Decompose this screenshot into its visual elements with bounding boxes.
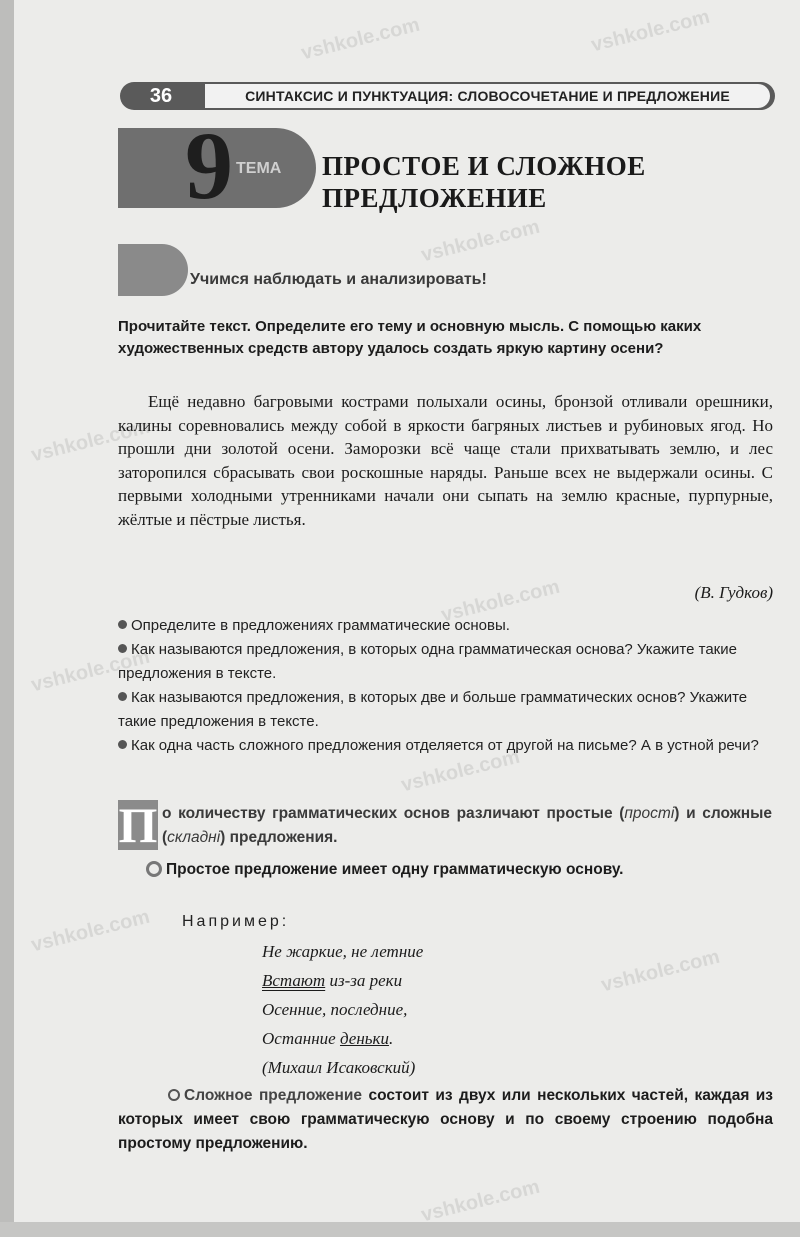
question-item: Как называются предложения, в которых одна грамматическая основа? Укажите такие предложения в тексте. (118, 641, 737, 682)
topic-title-line1: ПРОСТОЕ И СЛОЖНОЕ (322, 151, 646, 181)
complex-sentence-definition: Сложное предложение состоит из двух или нескольких частей, каждая из которых имеет свою грамматическую основу и по своему строению подобна простому предложению. (118, 1087, 773, 1152)
topic-title-line2: ПРЕДЛОЖЕНИЕ (322, 183, 547, 213)
task-instruction: Прочитайте текст. Определите его тему и основную мысль. С помощью каких художественных средств автору удалось создать яркую картину осени? (118, 318, 702, 357)
watermark: vshkole.com (589, 5, 712, 57)
text-passage (118, 390, 773, 580)
passage-author: (В. Гудков) (694, 583, 773, 602)
rule-block (118, 797, 778, 853)
poem-line: Не жаркие, не летние (262, 942, 424, 961)
poem-line: Останние деньки. (262, 1029, 394, 1048)
theme-label: ТЕМА (236, 160, 282, 177)
example-label: Например: (182, 913, 290, 930)
circle-marker-icon (146, 861, 162, 877)
bullet-icon (118, 620, 127, 629)
bullet-icon (118, 692, 127, 701)
example-poem (262, 937, 582, 1087)
watermark: vshkole.com (419, 215, 542, 267)
topic-title (322, 150, 722, 214)
question-item: Как называются предложения, в которых две и больше грамматических основ? Укажите такие предложения в тексте. (118, 689, 748, 730)
text-passage-body: Ещё недавно багровыми кострами полыхали осины, бронзой отливали орешники, калины соревновались между собой в яркости багряных листьев и рубиновых ягод. Но прошли дни золотой осени. Заморозки всё чаще стали прихватывать землю, и лес заторопился сбрасывать свои роскошные наряды. Раньше всех не выдержали осины. С первыми холодными утренниками начали они сыпать на землю красные, пурпурные, жёлтые и пёстрые листья. (118, 392, 773, 529)
question-list (118, 614, 778, 784)
bullet-icon (118, 644, 127, 653)
bullet-icon (118, 740, 127, 749)
watermark: vshkole.com (399, 745, 522, 797)
rule-text: о количеству грамматических основ различают простые (прості) и сложные (складні) предложения. (162, 805, 772, 846)
watermark: vshkole.com (599, 945, 722, 997)
simple-sentence-definition: Простое предложение имеет одну грамматическую основу. (146, 858, 772, 908)
question-item: Как одна часть сложного предложения отделяется от другой на письме? А в устной речи? (118, 734, 778, 758)
open-circle-icon (168, 1089, 180, 1101)
theme-number: 9 (185, 112, 233, 219)
poem-line: Осенние, последние, (262, 1000, 408, 1019)
watermark: vshkole.com (29, 415, 152, 467)
watermark: vshkole.com (29, 905, 152, 957)
question-item: Определите в предложениях грамматические основы. (118, 614, 778, 638)
watermark: vshkole.com (299, 13, 422, 65)
drop-cap: П (118, 797, 158, 853)
section-title: СИНТАКСИС И ПУНКТУАЦИЯ: СЛОВОСОЧЕТАНИЕ И ПРЕДЛОЖЕНИЕ (205, 84, 770, 108)
subject: деньки (339, 1029, 389, 1048)
poem-line: Встают из-за реки (262, 971, 403, 990)
page-left-edge (0, 0, 14, 1237)
watermark: vshkole.com (439, 575, 562, 627)
watermark: vshkole.com (29, 645, 152, 697)
page-number: 36 (149, 85, 173, 107)
watermark: vshkole.com (419, 1175, 542, 1227)
page-bottom-edge (0, 1222, 800, 1237)
observe-label: Учимся наблюдать и анализировать! (190, 271, 487, 288)
observe-icon (118, 244, 188, 296)
poem-author: (Михаил Исаковский) (262, 1058, 416, 1077)
predicate: Встают (262, 971, 326, 990)
